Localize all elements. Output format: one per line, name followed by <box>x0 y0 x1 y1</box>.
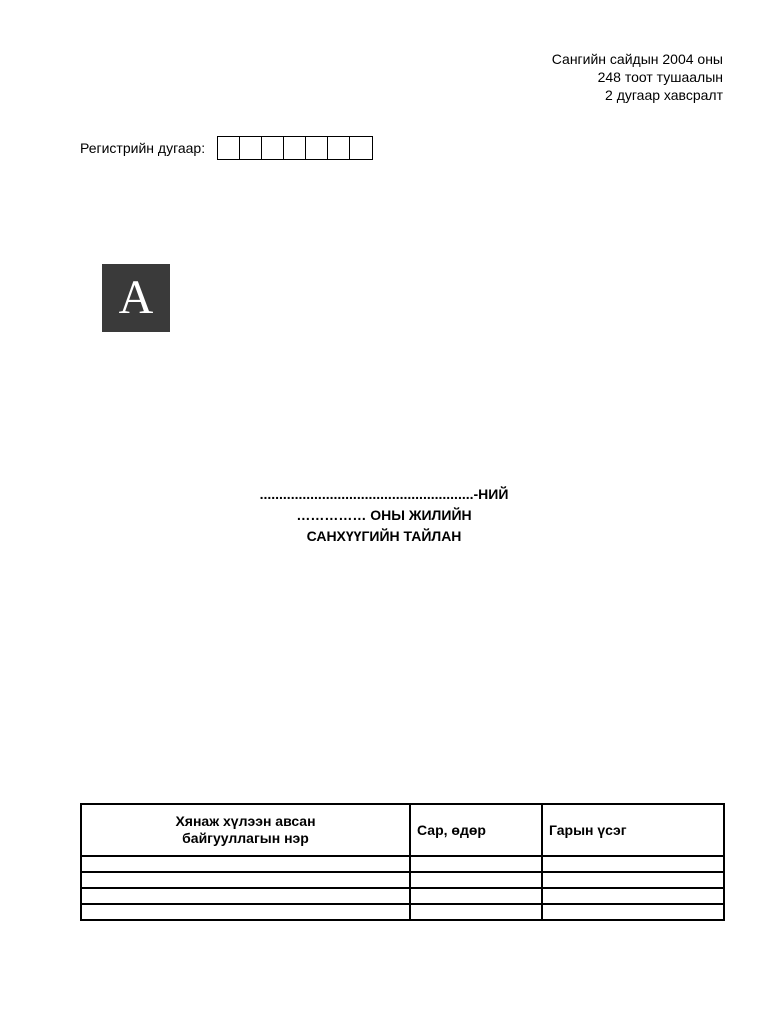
review-table <box>80 803 725 921</box>
date-cell[interactable] <box>410 872 542 888</box>
registration-digit-box[interactable] <box>218 137 240 159</box>
header-organization: Хянаж хүлээн авсан байгууллагын нэр <box>81 804 410 856</box>
table-row <box>81 872 724 888</box>
form-a-logo: A <box>102 264 170 332</box>
date-cell[interactable] <box>410 856 542 872</box>
review-table-header <box>81 804 724 856</box>
report-title <box>0 484 768 547</box>
table-row <box>81 888 724 904</box>
registration-digit-box[interactable] <box>240 137 262 159</box>
table-row <box>81 856 724 872</box>
header-date: Сар, өдөр <box>410 804 542 856</box>
registration-boxes <box>217 136 373 160</box>
registration-label: Регистрийн дугаар: <box>80 140 206 156</box>
organization-cell[interactable] <box>81 888 410 904</box>
appendix-note <box>552 50 723 104</box>
registration-digit-box[interactable] <box>306 137 328 159</box>
title-line-1: .......................................................-НИЙ <box>259 486 509 502</box>
table-row <box>81 904 724 920</box>
signature-cell[interactable] <box>542 872 724 888</box>
organization-cell[interactable] <box>81 872 410 888</box>
appendix-line-3: 2 дугаар хавсралт <box>605 87 723 103</box>
registration-number <box>80 136 373 160</box>
signature-cell[interactable] <box>542 904 724 920</box>
organization-cell[interactable] <box>81 904 410 920</box>
appendix-line-1: Сангийн сайдын 2004 оны <box>551 51 723 67</box>
organization-cell[interactable] <box>81 856 410 872</box>
registration-digit-box[interactable] <box>328 137 350 159</box>
date-cell[interactable] <box>410 904 542 920</box>
registration-digit-box[interactable] <box>284 137 306 159</box>
registration-digit-box[interactable] <box>350 137 372 159</box>
signature-cell[interactable] <box>542 856 724 872</box>
title-line-2: …………… ОНЫ ЖИЛИЙН <box>296 507 472 523</box>
signature-cell[interactable] <box>542 888 724 904</box>
header-signature: Гарын үсэг <box>542 804 724 856</box>
appendix-line-2: 248 тоот тушаалын <box>597 69 723 85</box>
registration-digit-box[interactable] <box>262 137 284 159</box>
title-line-3: САНХҮҮГИЙН ТАЙЛАН <box>306 528 462 544</box>
date-cell[interactable] <box>410 888 542 904</box>
